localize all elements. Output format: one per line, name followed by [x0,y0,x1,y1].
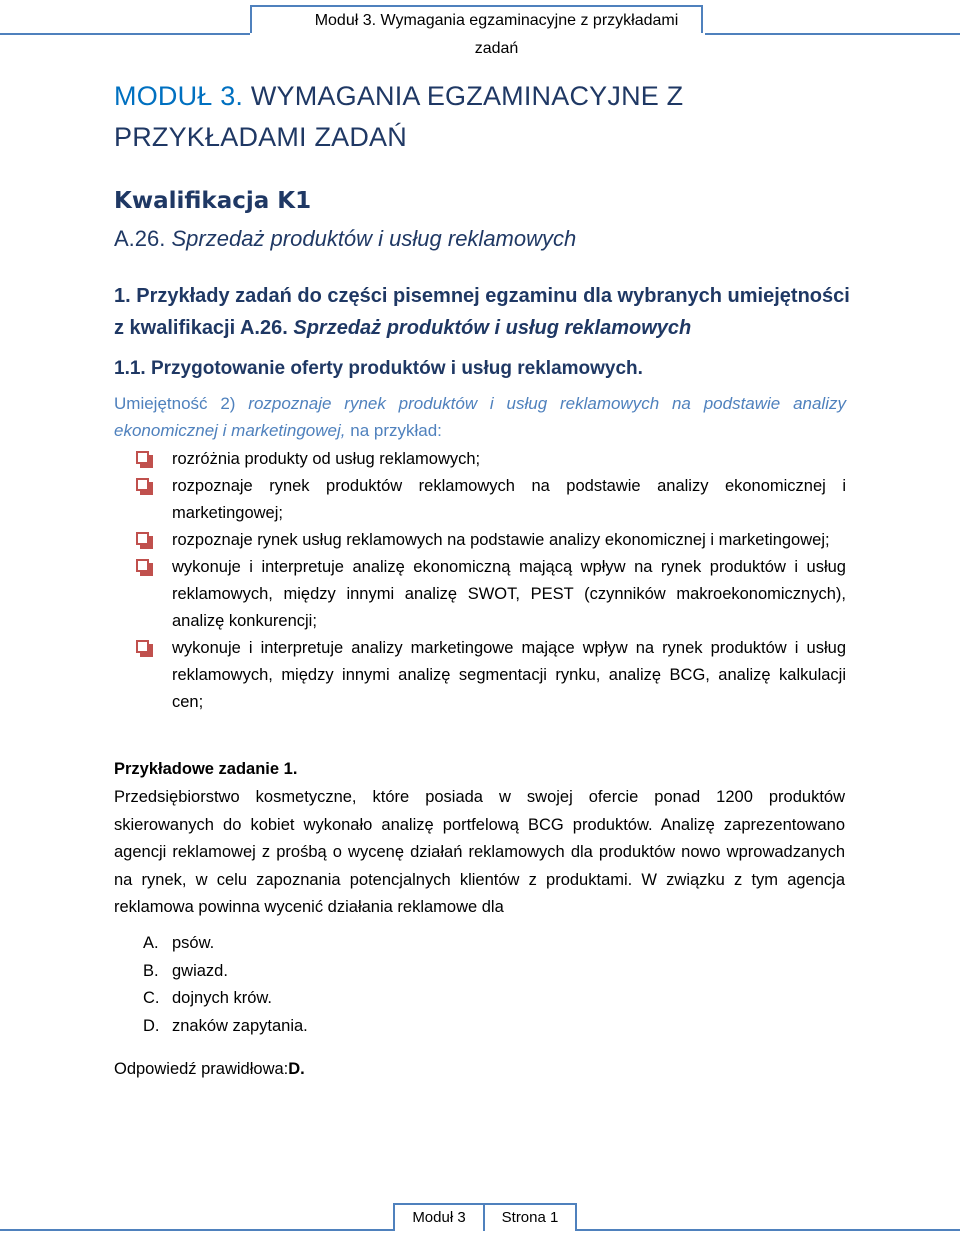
qualification-label: Kwalifikacja K1 [114,188,312,214]
skill-italic: rozpoznaje rynek produktów i usług reklamowych na podstawie analizy ekonomicznej i marketingowej, [114,394,846,440]
list-item-text: wykonuje i interpretuje analizy marketingowe mające wpływ na rynek produktów i usług reklamowych, między innymi analizę segmentacji rynku, analizę BCG, analizę kalkulacji cen; [172,639,846,711]
header-rule-right [705,33,960,35]
list-item [136,554,846,635]
qualification-title: Sprzedaż produktów i usług reklamowych [171,226,577,251]
answer-letter: A. [143,934,159,952]
list-item-text: rozpoznaje rynek usług reklamowych na podstawie analizy ekonomicznej i marketingowej; [172,531,830,549]
list-item-text: wykonuje i interpretuje analizę ekonomiczną mającą wpływ na rynek produktów i usług reklamowych, między innymi analizę SWOT, PEST (czynników makroekonomicznych), analizę konkurencji; [172,558,846,630]
skill-prefix: Umiejętność 2) [114,394,236,413]
running-header-text: Moduł 3. Wymagania egzaminacyjne z przykładami zadań [314,12,679,57]
list-item [136,473,846,527]
checkbox-bullet-icon [136,532,149,545]
skill-suffix: na przykład: [350,421,442,440]
answer-option [143,985,308,1013]
answer-text: gwiazd. [172,961,228,980]
correct-answer [114,1060,305,1079]
running-header [250,5,703,57]
skill-bullet-list [136,446,846,716]
list-item [136,527,846,554]
answer-text: znaków zapytania. [172,1016,308,1035]
checkbox-bullet-icon [136,640,149,653]
correct-answer-label: Odpowiedź prawidłowa: [114,1060,289,1078]
answer-option [143,958,308,986]
subsection-heading: 1.1. Przygotowanie oferty produktów i usług reklamowych. [114,358,643,379]
footer-module: Moduł 3 [393,1203,485,1231]
module-title [114,76,854,158]
answer-letter: B. [143,961,159,980]
list-item [136,446,846,473]
footer-rule-right [577,1229,960,1231]
answer-letter: C. [143,989,160,1007]
footer-page-number: Strona 1 [483,1203,577,1231]
checkbox-bullet-icon [136,478,149,491]
answer-text: psów. [172,934,215,952]
correct-answer-value: D. [288,1060,305,1078]
qualification-code: A.26. [114,226,166,251]
checkbox-bullet-icon [136,451,149,464]
example-body: Przedsiębiorstwo kosmetyczne, które posiada w swojej ofercie ponad 1200 produktów skierowanych do kobiet wykonało analizę portfelową BCG produktów. Analizę zaprezentowano agencji reklamowej z prośbą o wycenę działań reklamowych dla produktów nowo wprowadzanych na rynek, w celu zapoznania potencjalnych klientów z produktami. W związku z tym agencja reklamowa powinna wycenić działania reklamowe dla [114,788,845,916]
footer-rule-left [0,1229,393,1231]
list-item-text: rozróżnia produkty od usług reklamowych; [172,450,481,468]
checkbox-bullet-icon [136,559,149,572]
header-rule-left [0,33,250,35]
section-heading-text: 1. Przykłady zadań do części pisemnej egzaminu dla wybranych umiejętności z kwalifikacji A.26. [114,285,850,339]
example-title: Przykładowe zadanie 1. [114,760,298,778]
answer-options [143,930,308,1040]
answer-option [143,930,308,958]
list-item-text: rozpoznaje rynek produktów reklamowych na podstawie analizy ekonomicznej i marketingowej; [172,477,846,522]
answer-letter: D. [143,1016,160,1035]
answer-text: dojnych krów. [172,989,272,1007]
answer-option [143,1013,308,1041]
section-heading [114,280,854,344]
qualification-name [114,226,576,252]
module-title-prefix: MODUŁ 3. [114,81,244,111]
skill-description [114,390,846,444]
module-title-rest: WYMAGANIA EGZAMINACYJNE Z PRZYKŁADAMI ZADAŃ [114,81,684,152]
section-heading-italic: Sprzedaż produktów i usług reklamowych [293,317,692,339]
list-item [136,635,846,716]
